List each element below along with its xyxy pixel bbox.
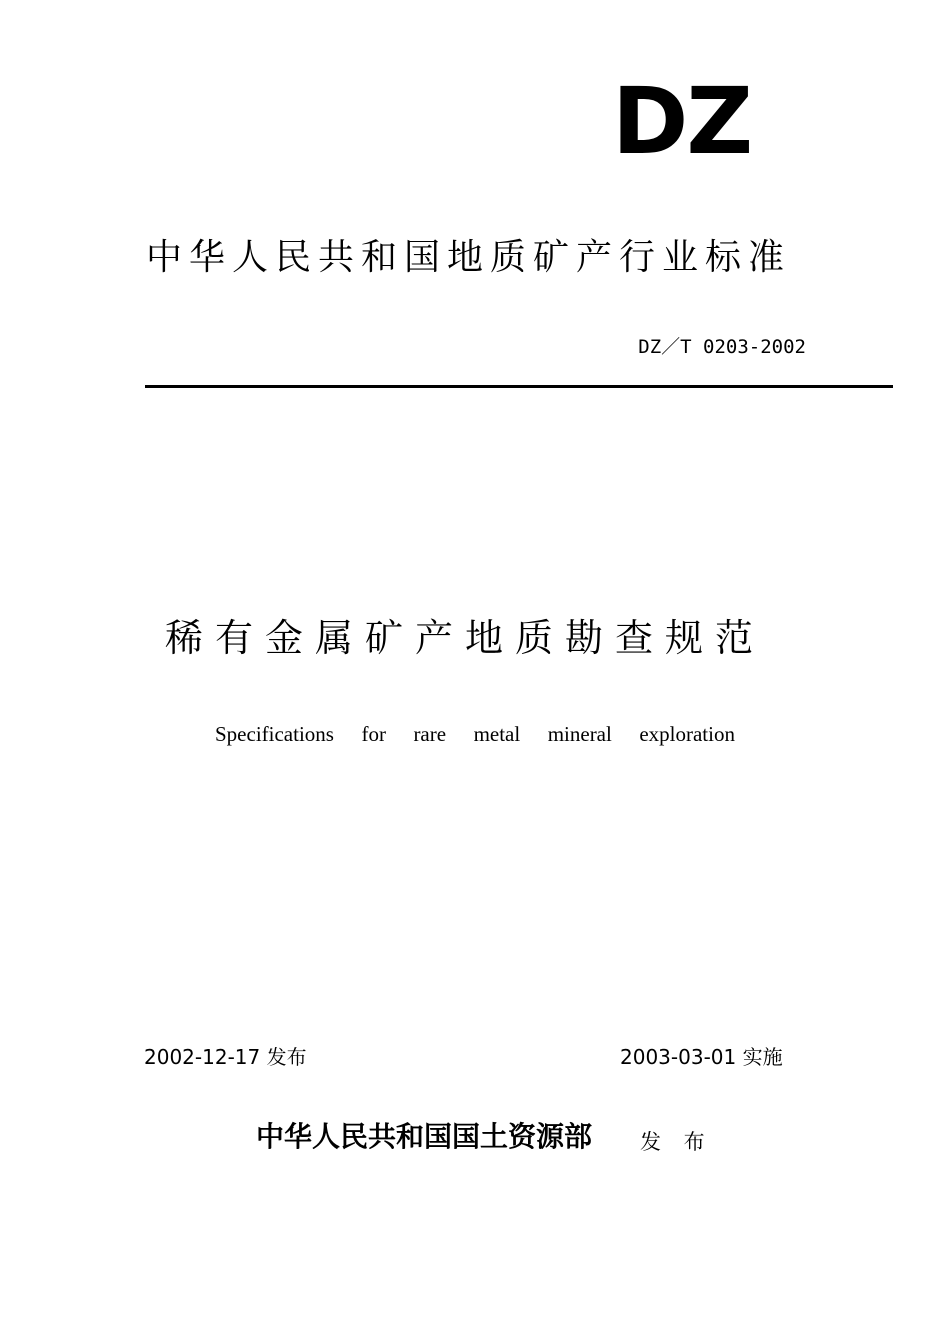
english-title-word: mineral (547, 722, 612, 746)
english-title-word: for (361, 722, 386, 746)
document-title-text: 稀有金属矿产地质勘查规范 (164, 616, 765, 660)
issuing-authority: 中华人民共和国国土资源部 (256, 1120, 593, 1153)
header-divider (145, 385, 893, 388)
issue-date: 2002-12-17 发布 (144, 1045, 307, 1069)
english-title-word: Specifications (215, 722, 334, 746)
english-title-word: exploration (639, 722, 735, 746)
standard-number: DZ／T 0203-2002 (638, 336, 806, 358)
implementation-date: 2003-03-01 实施 (620, 1045, 783, 1069)
industry-standard-heading: 中华人民共和国地质矿产行业标准 (146, 237, 792, 278)
document-english-title (215, 722, 735, 747)
english-title-word: rare (413, 722, 447, 746)
document-title (0, 618, 950, 660)
dz-logo: DZ (612, 68, 752, 175)
english-title-word: metal (473, 722, 521, 746)
issuing-label: 发 布 (640, 1130, 713, 1154)
